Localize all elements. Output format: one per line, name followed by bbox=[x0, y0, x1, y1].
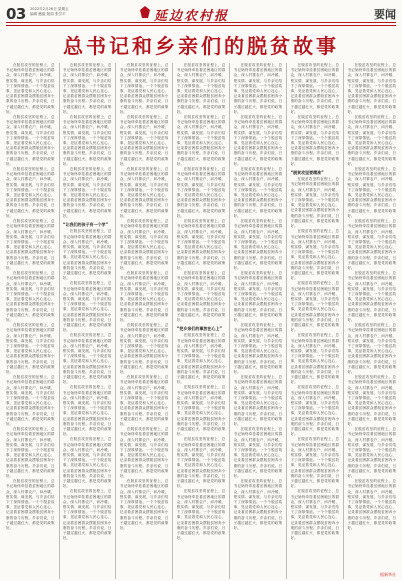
paragraph: 在脱贫攻坚的征程上，总书记始终牵挂着贫困地区的群众，深入村寨农户，问冷暖、察实情、谋发展，与乡亲们结下了深厚情谊。一个个脱贫故事，见证着党和人民心连心，记录着贫困群众摆脱贫困奔小康的奋斗历程。乡亲们说，日子越过越红火，都是党的政策好。 bbox=[6, 63, 55, 114]
issue-meta bbox=[30, 7, 100, 17]
paragraph: 在脱贫攻坚的征程上，总书记始终牵挂着贫困地区的群众，深入村寨农户，问冷暖、察实情、谋发展，与乡亲们结下了深厚情谊。一个个脱贫故事，见证着党和人民心连心，记录着贫困群众摆脱贫困奔小康的奋斗历程。乡亲们说，日子越过越红火，都是党的政策好。 bbox=[6, 375, 55, 427]
paragraph: 在脱贫攻坚的征程上，总书记始终牵挂着贫困地区的群众，深入村寨农户，问冷暖、察实情、谋发展，与乡亲们结下了深厚情谊。一个个脱贫故事，见证着党和人民心连心，记录着贫困群众摆脱贫困奔小康的奋斗历程。乡亲们说，日子越过越红火，都是党的政策好。 bbox=[62, 229, 112, 281]
paragraph: 在脱贫攻坚的征程上，总书记始终牵挂着贫困地区的群众，深入村寨农户，问冷暖、察实情、谋发展，与乡亲们结下了深厚情谊。一个个脱贫故事，见证着党和人民心连心，记录着贫困群众摆脱贫困奔小康的奋斗历程。乡亲们说，日子越过越红火，都是党的政策好。 bbox=[62, 489, 112, 541]
paragraph: 在脱贫攻坚的征程上，总书记始终牵挂着贫困地区的群众，深入村寨农户，问冷暖、察实情、谋发展，与乡亲们结下了深厚情谊。一个个脱贫故事，见证着党和人民心连心，记录着贫困群众摆脱贫困奔小康的奋斗历程。乡亲们说，日子越过越红火，都是党的政策好。 bbox=[290, 115, 340, 166]
paragraph: 在脱贫攻坚的征程上，总书记始终牵挂着贫困地区的群众，深入村寨农户，问冷暖、察实情、谋发展，与乡亲们结下了深厚情谊。一个个脱贫故事，见证着党和人民心连心，记录着贫困群众摆脱贫困奔小康的奋斗历程。乡亲们说，日子越过越红火，都是党的政策好。 bbox=[176, 115, 226, 166]
page-number: 03 bbox=[6, 5, 26, 23]
paragraph: 在脱贫攻坚的征程上，总书记始终牵挂着贫困地区的群众，深入村寨农户，问冷暖、察实情、谋发展，与乡亲们结下了深厚情谊。一个个脱贫故事，见证着党和人民心连心，记录着贫困群众摆脱贫困奔小康的奋斗历程。乡亲们说，日子越过越红火，都是党的政策好。 bbox=[290, 177, 340, 229]
paragraph: 在脱贫攻坚的征程上，总书记始终牵挂着贫困地区的群众，深入村寨农户，问冷暖、察实情、谋发展，与乡亲们结下了深厚情谊。一个个脱贫故事，见证着党和人民心连心，记录着贫困群众摆脱贫困奔小康的奋斗历程。乡亲们说，日子越过越红火，都是党的政策好。 bbox=[62, 63, 112, 114]
paragraph: 在脱贫攻坚的征程上，总书记始终牵挂着贫困地区的群众，深入村寨农户，问冷暖、察实情、谋发展，与乡亲们结下了深厚情谊。一个个脱贫故事，见证着党和人民心连心，记录着贫困群众摆脱贫困奔小康的奋斗历程。乡亲们说，日子越过越红火，都是党的政策好。 bbox=[290, 437, 340, 489]
paragraph: 在脱贫攻坚的征程上，总书记始终牵挂着贫困地区的群众，深入村寨农户，问冷暖、察实情、谋发展，与乡亲们结下了深厚情谊。一个个脱贫故事，见证着党和人民心连心，记录着贫困群众摆脱贫困奔小康的奋斗历程。乡亲们说，日子越过越红火，都是党的政策好。 bbox=[62, 281, 112, 333]
paragraph: 在脱贫攻坚的征程上，总书记始终牵挂着贫困地区的群众，深入村寨农户，问冷暖、察实情、谋发展，与乡亲们结下了深厚情谊。一个个脱贫故事，见证着党和人民心连心，记录着贫困群众摆脱贫困奔小康的奋斗历程。乡亲们说，日子越过越红火，都是党的政策好。 bbox=[176, 489, 226, 541]
section-label: 要闻 bbox=[374, 8, 396, 21]
paragraph: 在脱贫攻坚的征程上，总书记始终牵挂着贫困地区的群众，深入村寨农户，问冷暖、察实情、谋发展，与乡亲们结下了深厚情谊。一个个脱贫故事，见证着党和人民心连心，记录着贫困群众摆脱贫困奔小康的奋斗历程。乡亲们说，日子越过越红火，都是党的政策好。 bbox=[347, 219, 396, 270]
paragraph: 在脱贫攻坚的征程上，总书记始终牵挂着贫困地区的群众，深入村寨农户，问冷暖、察实情、谋发展，与乡亲们结下了深厚情谊。一个个脱贫故事，见证着党和人民心连心，记录着贫困群众摆脱贫困奔小康的奋斗历程。乡亲们说，日子越过越红火，都是党的政策好。 bbox=[119, 219, 169, 270]
article-body bbox=[6, 63, 396, 579]
paragraph: 在脱贫攻坚的征程上，总书记始终牵挂着贫困地区的群众，深入村寨农户，问冷暖、察实情、谋发展，与乡亲们结下了深厚情谊。一个个脱贫故事，见证着党和人民心连心，记录着贫困群众摆脱贫困奔小康的奋斗历程。乡亲们说，日子越过越红火，都是党的政策好。 bbox=[290, 281, 340, 333]
paragraph: 在脱贫攻坚的征程上，总书记始终牵挂着贫困地区的群众，深入村寨农户，问冷暖、察实情、谋发展，与乡亲们结下了深厚情谊。一个个脱贫故事，见证着党和人民心连心，记录着贫困群众摆脱贫困奔小康的奋斗历程。乡亲们说，日子越过越红火，都是党的政策好。 bbox=[290, 333, 340, 385]
article-headline: 总书记和乡亲们的脱贫故事 bbox=[63, 34, 339, 58]
paragraph: 在脱贫攻坚的征程上，总书记始终牵挂着贫困地区的群众，深入村寨农户，问冷暖、察实情、谋发展，与乡亲们结下了深厚情谊。一个个脱贫故事，见证着党和人民心连心，记录着贫困群众摆脱贫困奔小康的奋斗历程。乡亲们说，日子越过越红火，都是党的政策好。 bbox=[347, 375, 396, 427]
text-column bbox=[347, 63, 396, 579]
paragraph: 在脱贫攻坚的征程上，总书记始终牵挂着贫困地区的群众，深入村寨农户，问冷暖、察实情、谋发展，与乡亲们结下了深厚情谊。一个个脱贫故事，见证着党和人民心连心，记录着贫困群众摆脱贫困奔小康的奋斗历程。乡亲们说，日子越过越红火，都是党的政策好。 bbox=[176, 385, 226, 437]
header-rule bbox=[6, 22, 396, 23]
paragraph: 在脱贫攻坚的征程上，总书记始终牵挂着贫困地区的群众，深入村寨农户，问冷暖、察实情、谋发展，与乡亲们结下了深厚情谊。一个个脱贫故事，见证着党和人民心连心，记录着贫困群众摆脱贫困奔小康的奋斗历程。乡亲们说，日子越过越红火，都是党的政策好。 bbox=[119, 323, 169, 374]
header-rule-thin bbox=[6, 25, 396, 26]
paragraph: 在脱贫攻坚的征程上，总书记始终牵挂着贫困地区的群众，深入村寨农户，问冷暖、察实情、谋发展，与乡亲们结下了深厚情谊。一个个脱贫故事，见证着党和人民心连心，记录着贫困群众摆脱贫困奔小康的奋斗历程。乡亲们说，日子越过越红火，都是党的政策好。 bbox=[233, 375, 283, 427]
paragraph: 在脱贫攻坚的征程上，总书记始终牵挂着贫困地区的群众，深入村寨农户，问冷暖、察实情、谋发展，与乡亲们结下了深厚情谊。一个个脱贫故事，见证着党和人民心连心，记录着贫困群众摆脱贫困奔小康的奋斗历程。乡亲们说，日子越过越红火，都是党的政策好。 bbox=[62, 385, 112, 437]
text-column bbox=[234, 63, 283, 579]
emblem-icon bbox=[140, 6, 150, 18]
paragraph: 在脱贫攻坚的征程上，总书记始终牵挂着贫困地区的群众，深入村寨农户，问冷暖、察实情、谋发展，与乡亲们结下了深厚情谊。一个个脱贫故事，见证着党和人民心连心，记录着贫困群众摆脱贫困奔小康的奋斗历程。乡亲们说，日子越过越红火，都是党的政策好。 bbox=[233, 167, 283, 218]
paragraph: 在脱贫攻坚的征程上，总书记始终牵挂着贫困地区的群众，深入村寨农户，问冷暖、察实情、谋发展，与乡亲们结下了深厚情谊。一个个脱贫故事，见证着党和人民心连心，记录着贫困群众摆脱贫困奔小康的奋斗历程。乡亲们说，日子越过越红火，都是党的政策好。 bbox=[62, 115, 112, 166]
paragraph: 在脱贫攻坚的征程上，总书记始终牵挂着贫困地区的群众，深入村寨农户，问冷暖、察实情、谋发展，与乡亲们结下了深厚情谊。一个个脱贫故事，见证着党和人民心连心，记录着贫困群众摆脱贫困奔小康的奋斗历程。乡亲们说，日子越过越红火，都是党的政策好。 bbox=[62, 167, 112, 218]
paragraph: 在脱贫攻坚的征程上，总书记始终牵挂着贫困地区的群众，深入村寨农户，问冷暖、察实情、谋发展，与乡亲们结下了深厚情谊。一个个脱贫故事，见证着党和人民心连心，记录着贫困群众摆脱贫困奔小康的奋斗历程。乡亲们说，日子越过越红火，都是党的政策好。 bbox=[62, 333, 112, 385]
subheading: “让我们的孩子有一个学” bbox=[62, 222, 109, 228]
paragraph: 在脱贫攻坚的征程上，总书记始终牵挂着贫困地区的群众，深入村寨农户，问冷暖、察实情、谋发展，与乡亲们结下了深厚情谊。一个个脱贫故事，见证着党和人民心连心，记录着贫困群众摆脱贫困奔小康的奋斗历程。乡亲们说，日子越过越红火，都是党的政策好。 bbox=[347, 63, 396, 114]
paragraph: 在脱贫攻坚的征程上，总书记始终牵挂着贫困地区的群众，深入村寨农户，问冷暖、察实情、谋发展，与乡亲们结下了深厚情谊。一个个脱贫故事，见证着党和人民心连心，记录着贫困群众摆脱贫困奔小康的奋斗历程。乡亲们说，日子越过越红火，都是党的政策好。 bbox=[347, 115, 396, 166]
paragraph: 在脱贫攻坚的征程上，总书记始终牵挂着贫困地区的群众，深入村寨农户，问冷暖、察实情、谋发展，与乡亲们结下了深厚情谊。一个个脱贫故事，见证着党和人民心连心，记录着贫困群众摆脱贫困奔小康的奋斗历程。乡亲们说，日子越过越红火，都是党的政策好。 bbox=[347, 167, 396, 218]
paragraph: 在脱贫攻坚的征程上，总书记始终牵挂着贫困地区的群众，深入村寨农户，问冷暖、察实情、谋发展，与乡亲们结下了深厚情谊。一个个脱贫故事，见证着党和人民心连心，记录着贫困群众摆脱贫困奔小康的奋斗历程。乡亲们说，日子越过越红火，都是党的政策好。 bbox=[233, 323, 283, 374]
paragraph: 在脱贫攻坚的征程上，总书记始终牵挂着贫困地区的群众，深入村寨农户，问冷暖、察实情、谋发展，与乡亲们结下了深厚情谊。一个个脱贫故事，见证着党和人民心连心，记录着贫困群众摆脱贫困奔小康的奋斗历程。乡亲们说，日子越过越红火，都是党的政策好。 bbox=[176, 219, 226, 270]
paragraph: 在脱贫攻坚的征程上，总书记始终牵挂着贫困地区的群众，深入村寨农户，问冷暖、察实情、谋发展，与乡亲们结下了深厚情谊。一个个脱贫故事，见证着党和人民心连心，记录着贫困群众摆脱贫困奔小康的奋斗历程。乡亲们说，日子越过越红火，都是党的政策好。 bbox=[347, 427, 396, 479]
paragraph: 在脱贫攻坚的征程上，总书记始终牵挂着贫困地区的群众，深入村寨农户，问冷暖、察实情、谋发展，与乡亲们结下了深厚情谊。一个个脱贫故事，见证着党和人民心连心，记录着贫困群众摆脱贫困奔小康的奋斗历程。乡亲们说，日子越过越红火，都是党的政策好。 bbox=[119, 115, 169, 166]
paragraph: 在脱贫攻坚的征程上，总书记始终牵挂着贫困地区的群众，深入村寨农户，问冷暖、察实情、谋发展，与乡亲们结下了深厚情谊。一个个脱贫故事，见证着党和人民心连心，记录着贫困群众摆脱贫困奔小康的奋斗历程。乡亲们说，日子越过越红火，都是党的政策好。 bbox=[176, 63, 226, 114]
paragraph: 在脱贫攻坚的征程上，总书记始终牵挂着贫困地区的群众，深入村寨农户，问冷暖、察实情、谋发展，与乡亲们结下了深厚情谊。一个个脱贫故事，见证着党和人民心连心，记录着贫困群众摆脱贫困奔小康的奋斗历程。乡亲们说，日子越过越红火，都是党的政策好。 bbox=[347, 271, 396, 322]
paragraph: 在脱贫攻坚的征程上，总书记始终牵挂着贫困地区的群众，深入村寨农户，问冷暖、察实情、谋发展，与乡亲们结下了深厚情谊。一个个脱贫故事，见证着党和人民心连心，记录着贫困群众摆脱贫困奔小康的奋斗历程。乡亲们说，日子越过越红火，都是党的政策好。 bbox=[233, 63, 283, 114]
paragraph: 在脱贫攻坚的征程上，总书记始终牵挂着贫困地区的群众，深入村寨农户，问冷暖、察实情、谋发展，与乡亲们结下了深厚情谊。一个个脱贫故事，见证着党和人民心连心，记录着贫困群众摆脱贫困奔小康的奋斗历程。乡亲们说，日子越过越红火，都是党的政策好。 bbox=[119, 427, 169, 479]
paragraph: 在脱贫攻坚的征程上，总书记始终牵挂着贫困地区的群众，深入村寨农户，问冷暖、察实情、谋发展，与乡亲们结下了深厚情谊。一个个脱贫故事，见证着党和人民心连心，记录着贫困群众摆脱贫困奔小康的奋斗历程。乡亲们说，日子越过越红火，都是党的政策好。 bbox=[290, 229, 340, 281]
paragraph: 在脱贫攻坚的征程上，总书记始终牵挂着贫困地区的群众，深入村寨农户，问冷暖、察实情、谋发展，与乡亲们结下了深厚情谊。一个个脱贫故事，见证着党和人民心连心，记录着贫困群众摆脱贫困奔小康的奋斗历程。乡亲们说，日子越过越红火，都是党的政策好。 bbox=[119, 167, 169, 218]
paragraph: 在脱贫攻坚的征程上，总书记始终牵挂着贫困地区的群众，深入村寨农户，问冷暖、察实情、谋发展，与乡亲们结下了深厚情谊。一个个脱贫故事，见证着党和人民心连心，记录着贫困群众摆脱贫困奔小康的奋斗历程。乡亲们说，日子越过越红火，都是党的政策好。 bbox=[119, 479, 169, 531]
footer-credit: 据新华社 bbox=[380, 572, 396, 577]
masthead: 延边农村报 bbox=[154, 9, 230, 24]
paragraph: 在脱贫攻坚的征程上，总书记始终牵挂着贫困地区的群众，深入村寨农户，问冷暖、察实情、谋发展，与乡亲们结下了深厚情谊。一个个脱贫故事，见证着党和人民心连心，记录着贫困群众摆脱贫困奔小康的奋斗历程。乡亲们说，日子越过越红火，都是党的政策好。 bbox=[119, 271, 169, 322]
paragraph: 在脱贫攻坚的征程上，总书记始终牵挂着贫困地区的群众，深入村寨农户，问冷暖、察实情、谋发展，与乡亲们结下了深厚情谊。一个个脱贫故事，见证着党和人民心连心，记录着贫困群众摆脱贫困奔小康的奋斗历程。乡亲们说，日子越过越红火，都是党的政策好。 bbox=[290, 385, 340, 437]
paragraph: 在脱贫攻坚的征程上，总书记始终牵挂着贫困地区的群众，深入村寨农户，问冷暖、察实情、谋发展，与乡亲们结下了深厚情谊。一个个脱贫故事，见证着党和人民心连心，记录着贫困群众摆脱贫困奔小康的奋斗历程。乡亲们说，日子越过越红火，都是党的政策好。 bbox=[6, 271, 55, 322]
paragraph: 在脱贫攻坚的征程上，总书记始终牵挂着贫困地区的群众，深入村寨农户，问冷暖、察实情、谋发展，与乡亲们结下了深厚情谊。一个个脱贫故事，见证着党和人民心连心，记录着贫困群众摆脱贫困奔小康的奋斗历程。乡亲们说，日子越过越红火，都是党的政策好。 bbox=[347, 323, 396, 374]
issue-date: 2022年2月26日 星期五 bbox=[30, 7, 69, 11]
paragraph: 在脱贫攻坚的征程上，总书记始终牵挂着贫困地区的群众，深入村寨农户，问冷暖、察实情、谋发展，与乡亲们结下了深厚情谊。一个个脱贫故事，见证着党和人民心连心，记录着贫困群众摆脱贫困奔小康的奋斗历程。乡亲们说，日子越过越红火，都是党的政策好。 bbox=[62, 437, 112, 489]
paragraph: 在脱贫攻坚的征程上，总书记始终牵挂着贫困地区的群众，深入村寨农户，问冷暖、察实情、谋发展，与乡亲们结下了深厚情谊。一个个脱贫故事，见证着党和人民心连心，记录着贫困群众摆脱贫困奔小康的奋斗历程。乡亲们说，日子越过越红火，都是党的政策好。 bbox=[6, 323, 55, 374]
text-column bbox=[177, 63, 226, 579]
paragraph: 在脱贫攻坚的征程上，总书记始终牵挂着贫困地区的群众，深入村寨农户，问冷暖、察实情、谋发展，与乡亲们结下了深厚情谊。一个个脱贫故事，见证着党和人民心连心，记录着贫困群众摆脱贫困奔小康的奋斗历程。乡亲们说，日子越过越红火，都是党的政策好。 bbox=[176, 167, 226, 218]
text-column bbox=[291, 63, 340, 579]
subheading: “把乡亲们的事放在心上” bbox=[176, 326, 222, 332]
paragraph: 在脱贫攻坚的征程上，总书记始终牵挂着贫困地区的群众，深入村寨农户，问冷暖、察实情、谋发展，与乡亲们结下了深厚情谊。一个个脱贫故事，见证着党和人民心连心，记录着贫困群众摆脱贫困奔小康的奋斗历程。乡亲们说，日子越过越红火，都是党的政策好。 bbox=[6, 219, 55, 270]
text-column bbox=[120, 63, 169, 579]
paragraph: 在脱贫攻坚的征程上，总书记始终牵挂着贫困地区的群众，深入村寨农户，问冷暖、察实情、谋发展，与乡亲们结下了深厚情谊。一个个脱贫故事，见证着党和人民心连心，记录着贫困群众摆脱贫困奔小康的奋斗历程。乡亲们说，日子越过越红火，都是党的政策好。 bbox=[6, 427, 55, 479]
paragraph: 在脱贫攻坚的征程上，总书记始终牵挂着贫困地区的群众，深入村寨农户，问冷暖、察实情、谋发展，与乡亲们结下了深厚情谊。一个个脱贫故事，见证着党和人民心连心，记录着贫困群众摆脱贫困奔小康的奋斗历程。乡亲们说，日子越过越红火，都是党的政策好。 bbox=[119, 375, 169, 427]
paragraph: 在脱贫攻坚的征程上，总书记始终牵挂着贫困地区的群众，深入村寨农户，问冷暖、察实情、谋发展，与乡亲们结下了深厚情谊。一个个脱贫故事，见证着党和人民心连心，记录着贫困群众摆脱贫困奔小康的奋斗历程。乡亲们说，日子越过越红火，都是党的政策好。 bbox=[6, 167, 55, 218]
paragraph: 在脱贫攻坚的征程上，总书记始终牵挂着贫困地区的群众，深入村寨农户，问冷暖、察实情、谋发展，与乡亲们结下了深厚情谊。一个个脱贫故事，见证着党和人民心连心，记录着贫困群众摆脱贫困奔小康的奋斗历程。乡亲们说，日子越过越红火，都是党的政策好。 bbox=[290, 63, 340, 114]
subheading: “脱贫攻坚要精准” bbox=[290, 170, 324, 176]
paragraph: 在脱贫攻坚的征程上，总书记始终牵挂着贫困地区的群众，深入村寨农户，问冷暖、察实情、谋发展，与乡亲们结下了深厚情谊。一个个脱贫故事，见证着党和人民心连心，记录着贫困群众摆脱贫困奔小康的奋斗历程。乡亲们说，日子越过越红火，都是党的政策好。 bbox=[176, 333, 226, 385]
paragraph: 在脱贫攻坚的征程上，总书记始终牵挂着贫困地区的群众，深入村寨农户，问冷暖、察实情、谋发展，与乡亲们结下了深厚情谊。一个个脱贫故事，见证着党和人民心连心，记录着贫困群众摆脱贫困奔小康的奋斗历程。乡亲们说，日子越过越红火，都是党的政策好。 bbox=[347, 479, 396, 531]
paragraph: 在脱贫攻坚的征程上，总书记始终牵挂着贫困地区的群众，深入村寨农户，问冷暖、察实情、谋发展，与乡亲们结下了深厚情谊。一个个脱贫故事，见证着党和人民心连心，记录着贫困群众摆脱贫困奔小康的奋斗历程。乡亲们说，日子越过越红火，都是党的政策好。 bbox=[233, 219, 283, 270]
paragraph: 在脱贫攻坚的征程上，总书记始终牵挂着贫困地区的群众，深入村寨农户，问冷暖、察实情、谋发展，与乡亲们结下了深厚情谊。一个个脱贫故事，见证着党和人民心连心，记录着贫困群众摆脱贫困奔小康的奋斗历程。乡亲们说，日子越过越红火，都是党的政策好。 bbox=[6, 115, 55, 166]
paragraph: 在脱贫攻坚的征程上，总书记始终牵挂着贫困地区的群众，深入村寨农户，问冷暖、察实情、谋发展，与乡亲们结下了深厚情谊。一个个脱贫故事，见证着党和人民心连心，记录着贫困群众摆脱贫困奔小康的奋斗历程。乡亲们说，日子越过越红火，都是党的政策好。 bbox=[119, 63, 169, 114]
paragraph: 在脱贫攻坚的征程上，总书记始终牵挂着贫困地区的群众，深入村寨农户，问冷暖、察实情、谋发展，与乡亲们结下了深厚情谊。一个个脱贫故事，见证着党和人民心连心，记录着贫困群众摆脱贫困奔小康的奋斗历程。乡亲们说，日子越过越红火，都是党的政策好。 bbox=[233, 271, 283, 322]
paragraph: 在脱贫攻坚的征程上，总书记始终牵挂着贫困地区的群众，深入村寨农户，问冷暖、察实情、谋发展，与乡亲们结下了深厚情谊。一个个脱贫故事，见证着党和人民心连心，记录着贫困群众摆脱贫困奔小康的奋斗历程。乡亲们说，日子越过越红火，都是党的政策好。 bbox=[233, 479, 283, 531]
paragraph: 在脱贫攻坚的征程上，总书记始终牵挂着贫困地区的群众，深入村寨农户，问冷暖、察实情、谋发展，与乡亲们结下了深厚情谊。一个个脱贫故事，见证着党和人民心连心，记录着贫困群众摆脱贫困奔小康的奋斗历程。乡亲们说，日子越过越红火，都是党的政策好。 bbox=[233, 427, 283, 479]
paragraph: 在脱贫攻坚的征程上，总书记始终牵挂着贫困地区的群众，深入村寨农户，问冷暖、察实情、谋发展，与乡亲们结下了深厚情谊。一个个脱贫故事，见证着党和人民心连心，记录着贫困群众摆脱贫困奔小康的奋斗历程。乡亲们说，日子越过越红火，都是党的政策好。 bbox=[176, 437, 226, 489]
paragraph: 在脱贫攻坚的征程上，总书记始终牵挂着贫困地区的群众，深入村寨农户，问冷暖、察实情、谋发展，与乡亲们结下了深厚情谊。一个个脱贫故事，见证着党和人民心连心，记录着贫困群众摆脱贫困奔小康的奋斗历程。乡亲们说，日子越过越红火，都是党的政策好。 bbox=[6, 479, 55, 531]
paragraph: 在脱贫攻坚的征程上，总书记始终牵挂着贫困地区的群众，深入村寨农户，问冷暖、察实情、谋发展，与乡亲们结下了深厚情谊。一个个脱贫故事，见证着党和人民心连心，记录着贫困群众摆脱贫困奔小康的奋斗历程。乡亲们说，日子越过越红火，都是党的政策好。 bbox=[233, 115, 283, 166]
text-column bbox=[63, 63, 112, 579]
paragraph: 在脱贫攻坚的征程上，总书记始终牵挂着贫困地区的群众，深入村寨农户，问冷暖、察实情、谋发展，与乡亲们结下了深厚情谊。一个个脱贫故事，见证着党和人民心连心，记录着贫困群众摆脱贫困奔小康的奋斗历程。乡亲们说，日子越过越红火，都是党的政策好。 bbox=[176, 271, 226, 322]
paragraph: 在脱贫攻坚的征程上，总书记始终牵挂着贫困地区的群众，深入村寨农户，问冷暖、察实情、谋发展，与乡亲们结下了深厚情谊。一个个脱贫故事，见证着党和人民心连心，记录着贫困群众摆脱贫困奔小康的奋斗历程。乡亲们说，日子越过越红火，都是党的政策好。 bbox=[290, 489, 340, 541]
page-header bbox=[6, 4, 396, 30]
text-column bbox=[6, 63, 55, 579]
issue-editor: 编辑 鲍毅 版面 张学平 bbox=[30, 12, 66, 16]
